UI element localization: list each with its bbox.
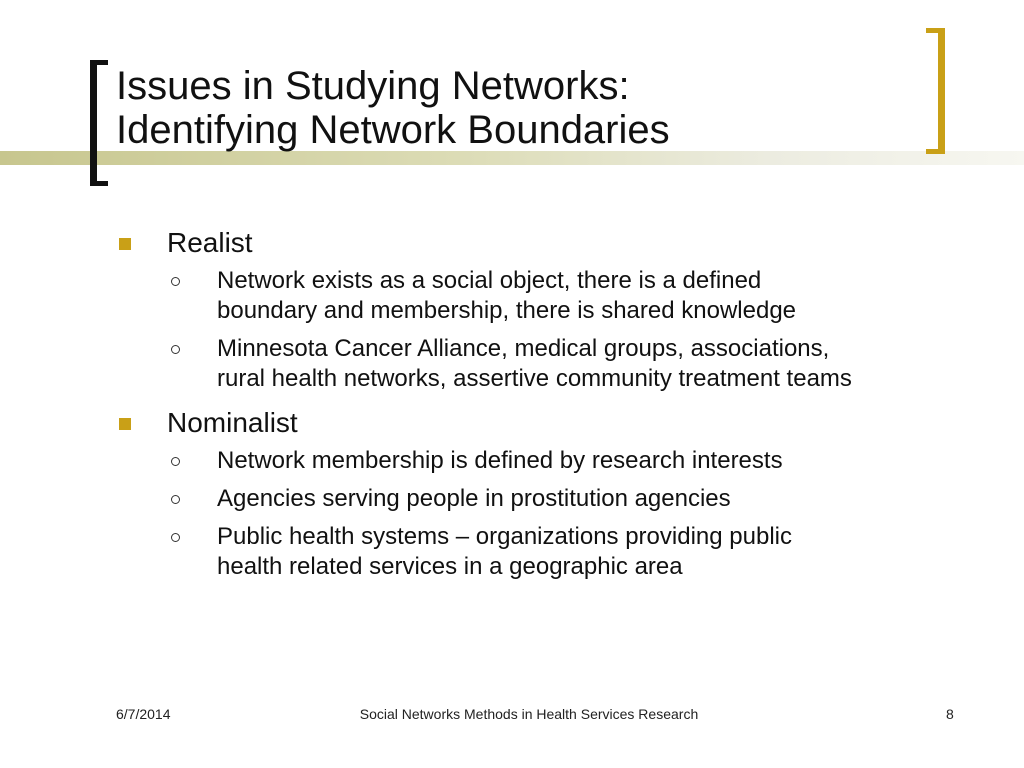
circle-bullet-icon — [171, 345, 180, 354]
sub-bullet — [117, 334, 862, 394]
title-band-decoration — [0, 151, 1024, 165]
sub-bullet-text: Agencies serving people in prostitution agencies — [217, 485, 731, 512]
square-bullet-icon — [119, 418, 131, 430]
bullet-realist — [117, 226, 967, 260]
bullet-heading: Realist — [167, 227, 253, 258]
bullet-nominalist — [117, 406, 967, 440]
slide-title — [116, 64, 936, 152]
sub-bullet-text: Network exists as a social object, there is a defined boundary and membership, there is shared knowledge — [217, 267, 797, 324]
sub-bullet — [117, 522, 862, 582]
left-bracket-decoration — [90, 60, 108, 186]
circle-bullet-icon — [171, 457, 180, 466]
sub-bullet — [117, 266, 862, 326]
sub-bullet-text: Minnesota Cancer Alliance, medical groups, associations, rural health networks, assertive community treatment teams — [217, 335, 852, 392]
slide-title-line-1: Issues in Studying Networks: — [116, 64, 630, 108]
circle-bullet-icon — [171, 277, 180, 286]
footer-page-number: 8 — [946, 706, 954, 722]
circle-bullet-icon — [171, 533, 180, 542]
slide-body — [117, 226, 967, 590]
footer-date: 6/7/2014 — [116, 706, 171, 722]
square-bullet-icon — [119, 238, 131, 250]
sub-bullet-text: Public health systems – organizations providing public health related services in a geographic area — [217, 523, 792, 580]
sub-bullet — [117, 484, 862, 514]
circle-bullet-icon — [171, 495, 180, 504]
sub-bullet-text: Network membership is defined by research interests — [217, 447, 783, 474]
bullet-heading: Nominalist — [167, 407, 298, 438]
slide-title-line-2: Identifying Network Boundaries — [116, 108, 670, 152]
sub-bullet — [117, 446, 862, 476]
footer-title: Social Networks Methods in Health Services Research — [359, 706, 699, 722]
